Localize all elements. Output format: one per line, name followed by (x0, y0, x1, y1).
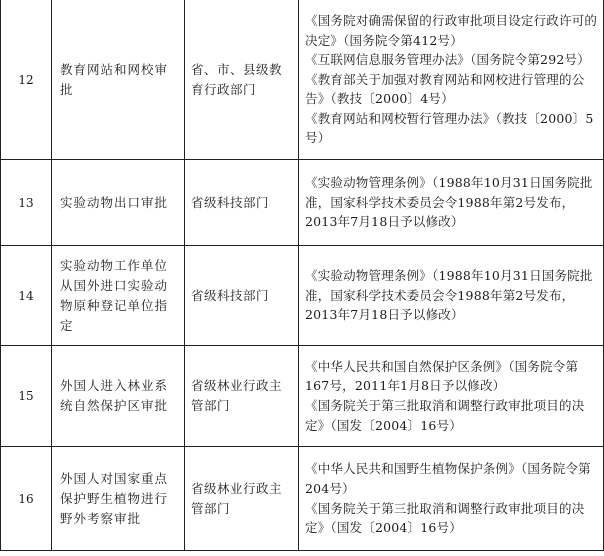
table-row (1, 160, 604, 246)
legal-basis-entry: 《国务院关于第三批取消和调整行政审批项目的决定》（国发〔2004〕16号） (305, 500, 585, 536)
row-number: 12 (1, 0, 52, 160)
approval-department: 省级林业行政主管部门 (185, 346, 299, 447)
row-number: 14 (1, 246, 52, 346)
legal-basis (299, 346, 604, 447)
legal-basis (299, 246, 604, 346)
approval-item: 实验动物工作单位从国外进口实验动物原种登记单位指定 (52, 246, 185, 346)
legal-basis-entry: 《互联网信息服务管理办法》（国务院令第292号） (305, 52, 590, 68)
legal-basis-entry: 《教育网站和网校暂行管理办法》（教技〔2000〕5号） (305, 110, 594, 146)
legal-basis (299, 0, 604, 160)
approval-department: 省级科技部门 (185, 160, 299, 246)
approval-department: 省级林业行政主管部门 (185, 447, 299, 551)
approval-department: 省级科技部门 (185, 246, 299, 346)
legal-basis (299, 160, 604, 246)
approval-item: 实验动物出口审批 (52, 160, 185, 246)
legal-basis-entry: 《实验动物管理条例》（1988年10月31日国务院批准，国家科学技术委员会令1988年第2号发布，2013年7月18日予以修改） (305, 175, 593, 230)
row-number: 13 (1, 160, 52, 246)
legal-basis-entry: 《中华人民共和国野生植物保护条例》（国务院令第204号） (305, 461, 591, 496)
row-number: 16 (1, 447, 52, 551)
legal-basis-entry: 《教育部关于加强对教育网站和网校进行管理的公告》（教技〔2000〕4号） (305, 71, 585, 107)
table-row (1, 346, 604, 447)
approval-item: 外国人对国家重点保护野生植物进行野外考察审批 (52, 447, 185, 551)
table-row (1, 0, 604, 160)
row-number: 15 (1, 346, 52, 447)
approval-item: 教育网站和网校审批 (52, 0, 185, 160)
legal-basis (299, 447, 604, 551)
legal-basis-entry: 《国务院关于第三批取消和调整行政审批项目的决定》（国发〔2004〕16号） (305, 398, 585, 433)
legal-basis-entry: 《国务院对确需保留的行政审批项目设定行政许可的决定》（国务院令第412号） (305, 12, 598, 48)
table-row (1, 447, 604, 551)
table-row (1, 246, 604, 346)
approval-item: 外国人进入林业系统自然保护区审批 (52, 346, 185, 447)
legal-basis-entry: 《中华人民共和国自然保护区条例》（国务院令第167号，2011年1月8日予以修改） (305, 358, 579, 394)
legal-basis-entry: 《实验动物管理条例》（1988年10月31日国务院批准，国家科学技术委员会令1988年第2号发布，2013年7月18日予以修改） (305, 268, 593, 323)
approval-department: 省、市、县级教育行政部门 (185, 0, 299, 160)
